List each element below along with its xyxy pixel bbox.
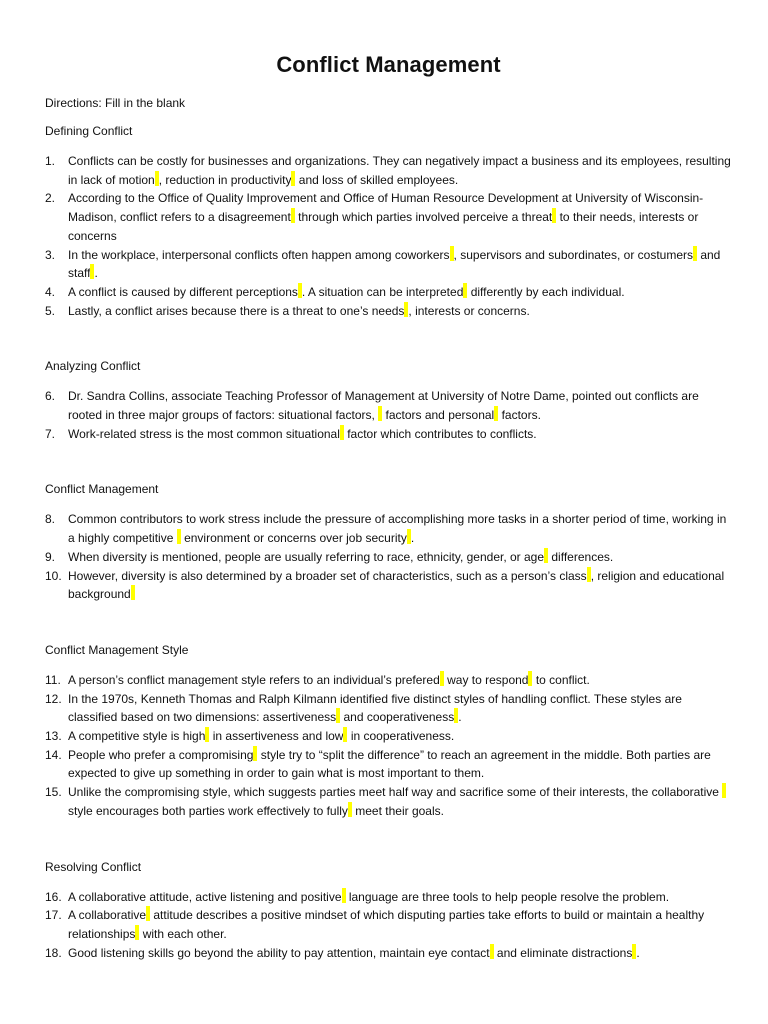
question-number: 5.	[45, 303, 56, 318]
question-item	[45, 746, 732, 783]
text-segment: People who prefer a compromising	[68, 747, 254, 762]
question-item	[45, 783, 732, 820]
text-segment: to their needs, interests or concerns	[68, 210, 699, 243]
question-text	[68, 690, 732, 727]
question-item	[45, 189, 732, 245]
text-segment: Common contributors to work stress include the pressure of accomplishing more tasks in a shorter period of time, working in a highly competitive	[68, 512, 727, 546]
question-item	[45, 906, 732, 943]
text-segment: to conflict.	[532, 672, 590, 687]
text-segment: factor which contributes to conflicts.	[343, 426, 537, 441]
text-segment: Lastly, a conflict arises because there is a threat to one’s needs	[68, 303, 405, 318]
question-number: 14.	[45, 747, 62, 762]
text-segment: with each other.	[139, 926, 227, 941]
question-number: 15.	[45, 785, 62, 800]
text-segment: Conflicts can be costly for businesses and organizations. They can negatively impact a business and its employees, resulting in lack of motion	[68, 154, 731, 187]
question-item	[45, 727, 732, 746]
text-segment: A collaborative	[68, 908, 147, 923]
text-segment: attitude describes a positive mindset of which disputing parties take efforts to build or maintain a healthy relationships	[68, 908, 705, 941]
question-item	[45, 690, 732, 727]
blank-highlight[interactable]	[722, 783, 726, 798]
question-text	[68, 906, 732, 943]
question-item	[45, 387, 732, 424]
text-segment: language are three tools to help people resolve the problem.	[345, 889, 670, 904]
text-segment: In the workplace, interpersonal conflicts often happen among coworkers	[68, 247, 450, 262]
question-item	[45, 302, 732, 321]
text-segment: in cooperativeness.	[347, 729, 455, 744]
text-segment: A person’s conflict management style refers to an individual’s prefered	[68, 672, 440, 687]
question-number: 9.	[45, 549, 56, 564]
section-heading: Conflict Management Style	[45, 642, 189, 657]
text-segment: factors and personal	[382, 408, 495, 423]
question-list	[45, 888, 732, 963]
text-segment: and staff	[68, 247, 721, 281]
blank-highlight[interactable]	[131, 585, 135, 600]
question-number: 2.	[45, 191, 56, 206]
text-segment: , interests or concerns.	[408, 303, 530, 318]
text-segment: A conflict is caused by different perceptions	[68, 284, 298, 299]
section-heading: Conflict Management	[45, 482, 159, 497]
question-number: 6.	[45, 389, 56, 404]
question-list	[45, 152, 732, 320]
question-number: 10.	[45, 568, 62, 583]
question-text	[68, 746, 732, 783]
question-item	[45, 425, 732, 444]
text-segment: A collaborative attitude, active listening and positive	[68, 889, 342, 904]
document-title: Conflict Management	[276, 52, 501, 77]
question-text	[68, 189, 732, 245]
question-item	[45, 510, 732, 547]
text-segment: differences.	[548, 549, 614, 564]
question-list	[45, 671, 732, 821]
question-text	[68, 888, 732, 907]
text-segment: .	[94, 266, 98, 281]
text-segment: through which parties involved perceive a threat	[294, 210, 553, 225]
question-number: 3.	[45, 247, 56, 262]
question-item	[45, 246, 732, 283]
text-segment: in assertiveness and low	[209, 729, 344, 744]
question-number: 11.	[45, 672, 61, 687]
text-segment: way to respond	[443, 672, 529, 687]
question-number: 8.	[45, 512, 56, 527]
text-segment: differently by each individual.	[467, 284, 625, 299]
question-text	[68, 387, 732, 424]
question-list	[45, 510, 732, 604]
question-number: 16.	[45, 889, 62, 904]
text-segment: In the 1970s, Kenneth Thomas and Ralph Kilmann identified five distinct styles of handling conflict. These styles are classified based on two dimensions: assertiveness	[68, 691, 682, 725]
question-text	[68, 152, 732, 189]
question-number: 1.	[45, 154, 56, 168]
text-segment: and eliminate distractions	[493, 945, 633, 960]
question-text	[68, 671, 732, 690]
question-list	[45, 387, 732, 443]
text-segment: However, diversity is also determined by a broader set of characteristics, such as a person’s class	[68, 568, 587, 583]
question-text	[68, 944, 732, 963]
text-segment: , reduction in productivity	[158, 172, 292, 187]
question-text	[68, 567, 732, 604]
text-segment: style try to “split the difference” to reach an agreement in the middle. Both parties are expected to give up something in order to gain what is most important to them.	[68, 747, 711, 781]
question-number: 4.	[45, 284, 56, 299]
section-heading: Analyzing Conflict	[45, 359, 141, 374]
question-item	[45, 548, 732, 567]
question-item	[45, 888, 732, 907]
question-text	[68, 510, 732, 547]
text-segment: Good listening skills go beyond the ability to pay attention, maintain eye contact	[68, 945, 490, 960]
question-text	[68, 425, 732, 444]
question-text	[68, 246, 732, 283]
text-segment: . A situation can be interpreted	[301, 284, 464, 299]
text-segment: and loss of skilled employees.	[295, 172, 459, 187]
text-segment: When diversity is mentioned, people are usually referring to race, ethnicity, gender, or age	[68, 549, 545, 564]
text-segment: , religion and educational background	[68, 568, 725, 602]
question-item	[45, 944, 732, 963]
text-segment: Work-related stress is the most common situational	[68, 426, 340, 441]
question-item	[45, 283, 732, 302]
question-item	[45, 152, 732, 189]
sections-container	[45, 124, 732, 962]
section-heading: Resolving Conflict	[45, 859, 142, 874]
section-heading: Defining Conflict	[45, 124, 133, 138]
text-segment: factors.	[498, 408, 541, 423]
text-segment: Unlike the compromising style, which suggests parties meet half way and sacrifice some of their interests, the collaborative	[68, 785, 723, 800]
question-text	[68, 548, 732, 567]
text-segment: meet their goals.	[351, 803, 444, 818]
text-segment: environment or concerns over job security	[180, 531, 407, 546]
text-segment: Dr. Sandra Collins, associate Teaching Professor of Management at University of Notre Dame, pointed out conflicts are rooted in three major groups of factors: situational factors,	[68, 389, 699, 423]
question-number: 12.	[45, 691, 62, 706]
question-number: 7.	[45, 426, 56, 441]
text-segment: A competitive style is high	[68, 729, 206, 744]
directions-text: Directions: Fill in the blank	[45, 96, 186, 110]
text-segment: .	[636, 945, 640, 960]
question-item	[45, 567, 732, 604]
question-text	[68, 783, 732, 820]
question-text	[68, 283, 732, 302]
text-segment: .	[410, 531, 415, 546]
text-segment: style encourages both parties work effectively to fully	[68, 803, 348, 818]
text-segment: , supervisors and subordinates, or costumers	[453, 247, 693, 262]
question-text	[68, 727, 732, 746]
question-item	[45, 671, 732, 690]
question-number: 13.	[45, 729, 62, 744]
question-number: 17.	[45, 908, 62, 923]
text-segment: According to the Office of Quality Improvement and Office of Human Resource Development at University of Wisconsin-Madison, conflict refers to a disagreement	[68, 191, 704, 225]
question-number: 18.	[45, 945, 62, 960]
text-segment: and cooperativeness	[340, 710, 455, 725]
question-text	[68, 302, 732, 321]
text-segment: .	[458, 710, 462, 725]
